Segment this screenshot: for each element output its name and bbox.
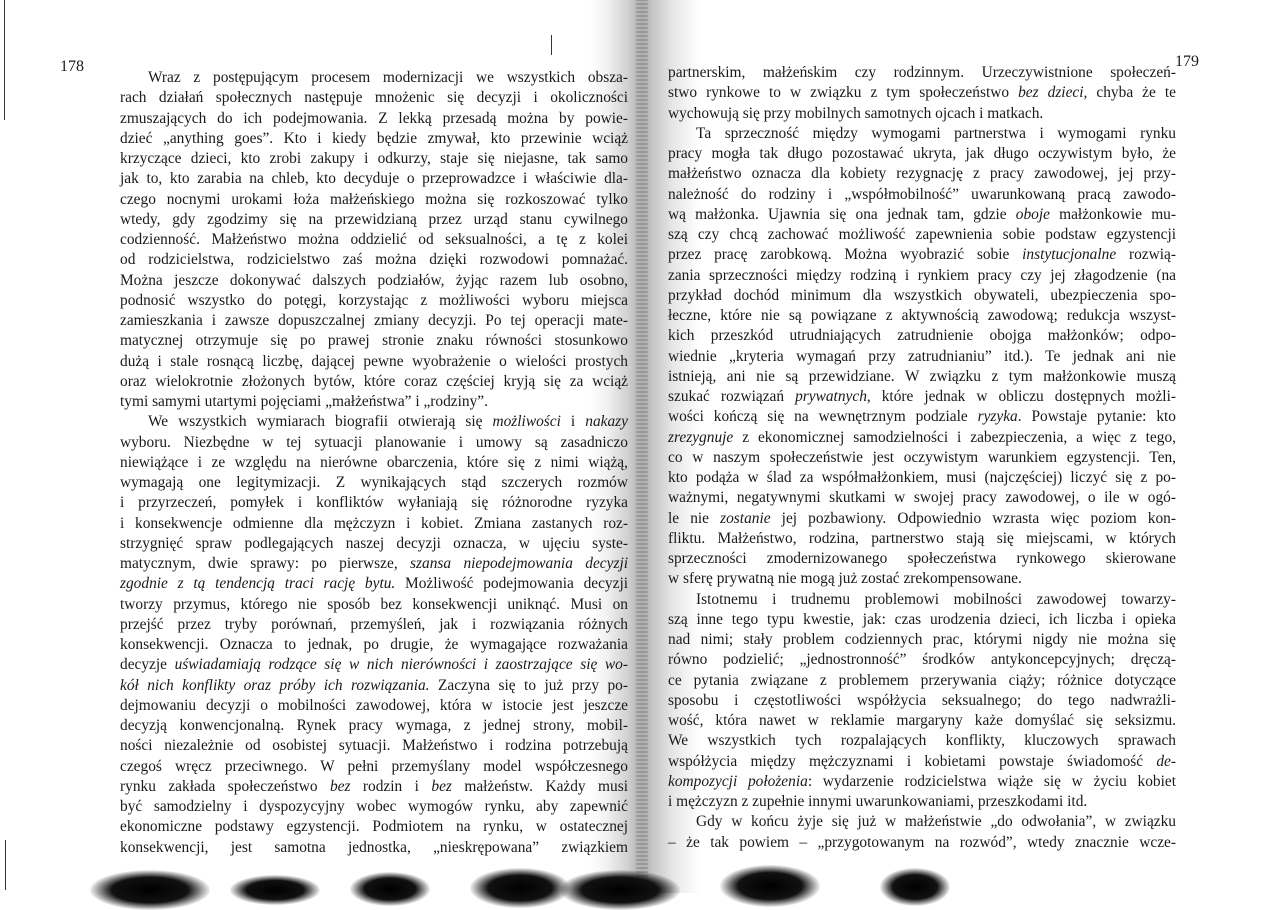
left-page-text (120, 68, 628, 858)
italic-text: możliwości (492, 413, 561, 431)
italic-text: uświadamiają rodzące się w nich nierówności i zaostrzające się wo- (174, 656, 628, 674)
italic-text: kół nich konflikty oraz próby ich rozwiązania. (120, 676, 430, 694)
text-line: równo podzielić; „jednostronność” środków antykoncepcyjnych; dręczą- (668, 651, 1176, 669)
italic-text: bez dzieci, (1018, 84, 1088, 102)
text-line: dzieć „anything goes”. Kto i kiedy będzie zmywał, kto przewinie wciąż (120, 129, 628, 147)
text-line: Ta sprzeczność między wymogami partnerstwa i wymogami rynku (696, 124, 1176, 142)
text-line: konsekwencji, jest samotna jednostka, „nieskrępowana” związkiem (120, 838, 628, 856)
text-line: czegoś wręcz przeciwnego. W pełni przemyślany model współczesnego (120, 757, 628, 775)
text-line: kich przeszkód utrudniających zatrudnienie obojga małżonków; odpo- (668, 327, 1176, 345)
text-segment: Zaczyna się to już przy po- (429, 676, 628, 694)
italic-text: bez (431, 777, 452, 795)
text-segment: szukać rozwiązań (668, 388, 796, 405)
italic-text: bez (329, 777, 351, 795)
text-segment: jej pozbawiony. Odpowiednio wzrasta więc poziom kon- (770, 509, 1176, 527)
text-line (668, 83, 1176, 103)
text-segment: i (560, 413, 586, 431)
text-segment: chyba że te (1087, 84, 1176, 102)
text-segment: matycznym, dwie sprawy: po pierwsze, (120, 555, 411, 572)
scan-shadow (880, 868, 950, 906)
text-line (120, 574, 628, 594)
text-line: oraz wielokrotnie złożonych bytów, które coraz częściej kryją się za wciąż (120, 372, 628, 390)
text-line (668, 245, 1176, 265)
text-line: dużą i stale rosnącą liczbę, dającej pewne wyobrażenie o wielości prostych (120, 352, 628, 370)
text-line (668, 407, 1176, 427)
text-segment: rynku zakłada społeczeństwo (120, 777, 330, 795)
text-line (668, 428, 1176, 448)
scan-shadow (350, 872, 430, 906)
scan-edge-mark (4, 0, 5, 120)
text-line: fliktu. Małżeństwo, rodzina, partnerstwo stają się miejscami, w których (668, 529, 1176, 547)
italic-text: prywatnych (795, 388, 867, 405)
text-line: Można jeszcze dokonywać dalszych podziałów, żyjąc razem lub osobno, (120, 271, 628, 289)
text-segment: wości kończą się na wewnętrznym podziale (668, 408, 978, 426)
text-line: codzienność. Małżeństwo można oddzielić od seksualności, a tę z kolei (120, 231, 628, 248)
text-line: wychowują się przy mobilnych samotnych ojcach i matkach. (668, 104, 1044, 122)
text-line: łeczne, które nie są powiązane z aktywnością zawodową; redukcja wszyst- (668, 307, 1176, 324)
text-line: tworzy przymus, którego nie sposób bez konsekwencji uniknąć. Musi on (120, 595, 628, 613)
text-line: rach działań społecznych następuje mnożenic się decyzji i okoliczności (120, 89, 628, 107)
text-line (668, 205, 1176, 225)
page-number-left: 178 (60, 58, 84, 75)
text-segment: decyzje (120, 656, 175, 674)
text-line: zania sprzeczności między rodziną i rynkiem pracy czy jej złagodzenie (na (668, 266, 1176, 284)
text-segment: z ekonomicznej samodzielności i zabezpieczenia, a więc z tego, (733, 428, 1176, 446)
text-line: wiednie „kryteria wymagań przy zatrudnianiu” itd.). Te jednak ani nie (668, 347, 1176, 365)
scan-shadow (720, 865, 820, 907)
text-line: od rodzicielstwa, rodzicielstwo zaś można dzięki rozwodowi pomnażać. (120, 251, 628, 269)
text-line: dejmowaniu decyzji o mobilności zawodowej, która w istocie jest jeszcze (120, 696, 628, 714)
text-line: zamieszkania i zawsze dopuszczalnej zmiany decyzji. Po tej operacji mate- (120, 312, 628, 329)
text-line: przykład dochód minimum dla wszystkich obywateli, ubezpieczenia spo- (668, 286, 1176, 304)
scan-edge-mark (5, 840, 6, 890)
text-segment: , które jednak w obliczu dostępnych możli- (866, 388, 1176, 405)
text-segment: stwo rynkowe to w związku z tym społeczeństwo (668, 84, 1019, 102)
right-page-text (668, 63, 1176, 853)
text-segment: współżycia między mężczyznami i kobietami powstaje świadomość (668, 752, 1157, 770)
text-line (120, 655, 628, 675)
text-segment: rozwią- (1116, 246, 1176, 264)
page-number-right: 179 (1175, 53, 1199, 70)
italic-text: zostanie (720, 509, 771, 527)
italic-text: nakazy (585, 413, 628, 431)
text-line: szą czy chcą zachować możliwość zapewnienia sobie podstaw egzystencji (668, 226, 1176, 243)
text-line: sprzeczności zmodernizowanego społeczeństwa rynkowego skierowane (668, 550, 1176, 567)
scan-shadow (560, 870, 680, 910)
text-line: wymagają one legitymizacji. Z wynikających stąd szczerych rozmów (120, 474, 628, 491)
text-line: wość, która nawet w reklamie margaryny każe domyślać się seksizmu. (668, 712, 1176, 729)
text-line: We wszystkich tych rozpalających konflikty, kluczowych sprawach (668, 732, 1176, 750)
text-line: tymi samymi utartymi pojęciami „małżeństwa” i „rodziny”. (120, 393, 488, 410)
text-segment: małżeństw. Każdy musi (451, 777, 628, 795)
italic-text: oboje (1015, 205, 1050, 223)
text-segment: We wszystkich wymiarach biografii otwierają się (148, 413, 493, 431)
italic-text: zrezygnuje (668, 428, 734, 446)
italic-text: instytucjonalne (1022, 246, 1117, 264)
text-line: przejść przez tryby porównań, przemyśleń, jak i rozwiązania różnych (120, 615, 628, 633)
text-line: małżeństwo oznacza dla kobiety rezygnację z pracy zawodowej, jej przy- (668, 165, 1176, 183)
text-line: podnosić wszystko do potęgi, korzystając z możliwości wyboru miejsca (120, 291, 628, 309)
text-line: krzyczące dzieci, kto zrobi zakupy i odkurzy, staje się niejasne, tak samo (120, 150, 628, 167)
text-line: i mężczyzn z zupełnie innymi uwarunkowaniami, przeszkodami itd. (668, 793, 1088, 810)
text-segment: : wydarzenie rodzicielstwa wiąże się w życiu kobiet (807, 772, 1177, 790)
text-line: – że tak powiem – „przygotowanym na rozwód”, wtedy znacznie wcze- (668, 833, 1176, 851)
text-line (668, 509, 1176, 529)
text-line: i przyrzeczeń, pomyłek i konfliktów wyłaniają się różnorodne ryzyka (120, 494, 628, 512)
text-segment: le nie (668, 509, 721, 527)
text-line (120, 777, 628, 797)
text-segment: . Powstaje pytanie: kto (1017, 408, 1176, 426)
text-line: wtedy, gdy zgodzimy się na przewidzianą przez urząd stanu cywilnego (120, 210, 628, 228)
text-line: szą inne tego typu kwestie, jak: czas urodzenia dzieci, ich liczba i opieka (668, 610, 1176, 628)
book-spine (636, 0, 648, 893)
text-line (120, 412, 628, 432)
text-line (668, 772, 1176, 792)
text-line: zmuszających do ich podejmowania. Z lekką przesadą można by powie- (120, 109, 628, 127)
text-line: sposobu i częstotliwości współżycia seksualnego; do tego nadwrażli- (668, 691, 1176, 709)
italic-text: ryzyka (977, 408, 1018, 426)
text-segment: Możliwość podejmowania decyzji (395, 575, 629, 593)
text-line: ekonomiczne podstawy egzystencji. Podmiotem na rynku, w ostatecznej (120, 818, 628, 836)
text-line: ważnymi, negatywnymi skutkami w swojej pracy zawodowej, o ile w ogó- (668, 489, 1176, 507)
italic-text: szansa niepodejmowania decyzji (410, 555, 628, 572)
text-line: być samodzielny i dyspozycyjny wobec wymogów rynku, aby zapewnić (120, 798, 628, 815)
text-line: strzygnięć spraw podlegających naszej decyzji oznacza, w ujęciu syste- (120, 534, 628, 552)
scan-mark (551, 35, 552, 55)
text-line: Istotnemu i trudnemu problemowi mobilności zawodowej towarzy- (696, 590, 1176, 608)
scan-shadow (230, 875, 320, 905)
text-line: w sferę prywatną nie mogą już zostać zrekompensowane. (668, 570, 1022, 588)
text-line: i konsekwencje odmienne dla mężczyzn i kobiet. Zmiana zastanych roz- (120, 514, 628, 532)
scan-shadow (90, 870, 210, 910)
text-line: nad nimi; stały problem codziennych prac, którymi nigdy nie można się (668, 631, 1176, 648)
text-segment: przez pracę zarobkową. Można wyobrazić sobie (668, 246, 1023, 264)
text-line: jak to, kto zarabia na chleb, kto decyduje o przeprowadzce i właściwie dla- (120, 170, 628, 188)
text-line: Gdy w końcu żyje się już w małżeństwie „do odwołania”, w związku (696, 813, 1176, 831)
scan-shadow (470, 868, 570, 908)
text-line: niewiążące i ze względu na nierówne obarczenia, które się z nimi wiążą, (120, 453, 628, 471)
text-line (120, 554, 628, 574)
text-segment: małżonkowie mu- (1049, 205, 1177, 223)
text-line: wyboru. Niezbędne w tej sytuacji planowanie i umowy są zasadniczo (120, 433, 628, 451)
text-line: Wraz z postępującym procesem modernizacji we wszystkich obsza- (148, 69, 628, 86)
italic-text: zgodnie z tą tendencją traci rację bytu. (120, 575, 396, 593)
italic-text: kompozycji położenia (668, 772, 808, 790)
text-line: czego nocnymi urokami łoża małżeńskiego można się rozkoszować tylko (120, 190, 628, 208)
text-line: matycznej otrzymuje się po prawej stronie znaku równości stosunkowo (120, 332, 628, 350)
text-line: konsekwencji. Oznacza to jednak, po drugie, że wymagające rozważania (120, 636, 628, 653)
text-line: ności niezależnie od osobistej sytuacji. Małżeństwo i rodzina potrzebują (120, 737, 628, 755)
text-line (668, 387, 1176, 407)
text-line: należność do rodziny i „współmobilność” uwarunkowaną pracą zawodo- (668, 185, 1176, 203)
text-line: co w naszym społeczeństwie jest oczywistym warunkiem egzystencji. Ten, (668, 448, 1176, 466)
text-line: kto podąża w ślad za współmałżonkiem, musi (najczęściej) liczyć się z po- (668, 469, 1176, 486)
text-segment: rodzin i (350, 777, 432, 795)
text-line: decyzją konwencjonalną. Rynek pracy wymaga, z jednej strony, mobil- (120, 717, 628, 734)
text-line: istnieją, ani nie są przewidziane. W związku z tym małżonkowie muszą (668, 367, 1176, 385)
text-line (120, 676, 628, 696)
text-line: pracy mogła tak długo pozostawać ukryta, jak długo oczywistym było, że (668, 145, 1176, 162)
text-line: ce pytania związane z problemem przerywania ciąży; różnice dotyczące (668, 671, 1176, 689)
italic-text: de- (1156, 752, 1176, 770)
text-line (668, 752, 1176, 772)
text-line: partnerskim, małżeńskim czy rodzinnym. Urzeczywistnione społeczeń- (668, 64, 1176, 81)
text-segment: wą małżonka. Ujawnia się ona jednak tam, gdzie (668, 205, 1016, 223)
